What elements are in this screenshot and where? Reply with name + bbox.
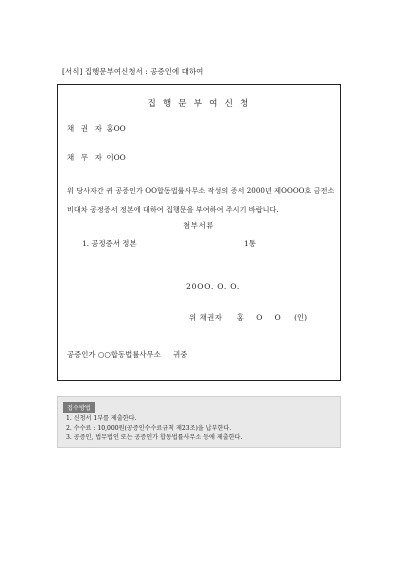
attachment-count: 1통 [244, 239, 256, 248]
note-item: 3. 공증인, 법무법인 또는 공증인가 합동법률사무소 등에 제출한다. [66, 434, 243, 442]
debtor-name: 이OO [106, 153, 126, 162]
notes-header: 접수방법 [63, 402, 95, 413]
notes-list [66, 414, 242, 443]
note-item: 1. 신청서 1부를 제출한다. [66, 415, 137, 422]
form-title: 집 행 문 부 여 신 청 [147, 99, 251, 109]
addressee-line [67, 349, 187, 360]
debtor-row [67, 152, 126, 163]
creditor-label: 채 권 자 [67, 124, 105, 133]
attachment-item: 1. 공정증서 정본 [82, 239, 137, 248]
creditor-row [67, 123, 126, 134]
applicant-signature-line [189, 312, 307, 323]
addressee-office: 공증인가 ○○합동법률사무소 [67, 350, 161, 359]
addressee-suffix: 귀중 [173, 350, 188, 359]
applicant-role: 위 채권자 [189, 313, 223, 322]
seal-mark: (인) [294, 313, 308, 322]
attachment-heading: 첨부서류 [183, 221, 214, 230]
request-body: 위 당사자간 귀 공증인가 OO합동법률사무소 작성의 증서 2000년 제OOOO호 금전소비대차 공정증서 정본에 대하여 집행문을 부여하여 주시기 바랍니다. [67, 186, 335, 214]
note-item: 2. 수수료 : 10,000원(공증인수수료규칙 제23조)을 납부한다. [66, 424, 232, 432]
application-form [57, 84, 341, 381]
document-caption: [서식] 집행문부여신청서 : 공증인에 대하여 [62, 67, 204, 76]
creditor-name: 홍OO [106, 124, 126, 133]
debtor-label: 채 무 자 [67, 153, 105, 162]
document-date: 20OO. O. O. [186, 282, 241, 291]
submission-notes [57, 396, 341, 448]
applicant-name: 홍 O O [236, 313, 286, 322]
